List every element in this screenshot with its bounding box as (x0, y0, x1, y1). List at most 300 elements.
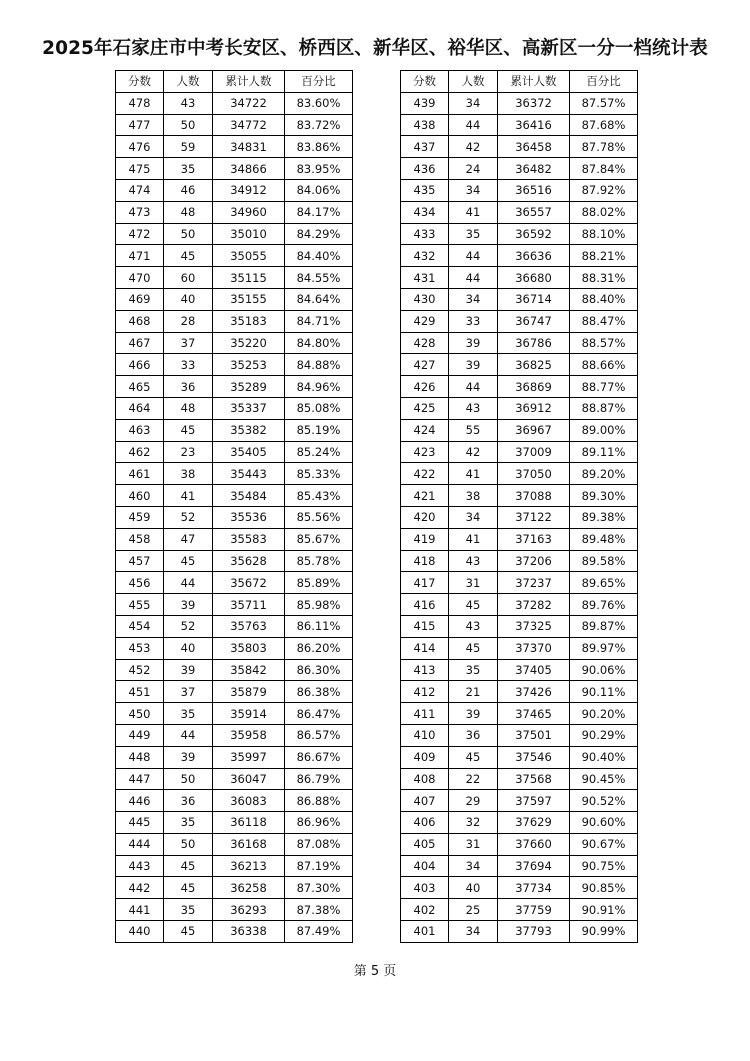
cell-count: 34 (449, 506, 498, 528)
table-row (116, 463, 353, 485)
cell-percentage: 89.97% (570, 637, 638, 659)
cell-count: 43 (164, 92, 213, 114)
cell-score: 446 (116, 790, 164, 812)
table-row (401, 855, 638, 877)
cell-cumulative: 36680 (498, 267, 570, 289)
cell-score: 463 (116, 419, 164, 441)
cell-count: 34 (449, 855, 498, 877)
table-row (116, 724, 353, 746)
cell-count: 45 (164, 921, 213, 943)
cell-count: 24 (449, 158, 498, 180)
cell-cumulative: 37405 (498, 659, 570, 681)
cell-cumulative: 36372 (498, 92, 570, 114)
table-row (116, 528, 353, 550)
table-row (116, 92, 353, 114)
cell-percentage: 90.06% (570, 659, 638, 681)
cell-score: 471 (116, 245, 164, 267)
cell-score: 434 (401, 201, 449, 223)
cell-cumulative: 34722 (213, 92, 285, 114)
cell-cumulative: 36258 (213, 877, 285, 899)
cell-score: 454 (116, 615, 164, 637)
cell-cumulative: 35879 (213, 681, 285, 703)
cell-score: 416 (401, 594, 449, 616)
cell-cumulative: 34831 (213, 136, 285, 158)
cell-percentage: 85.98% (285, 594, 353, 616)
cell-score: 417 (401, 572, 449, 594)
score-table-left (115, 70, 353, 943)
table-row (116, 485, 353, 507)
header-percentage: 百分比 (285, 71, 353, 93)
cell-percentage: 90.67% (570, 833, 638, 855)
cell-count: 45 (164, 877, 213, 899)
table-row (401, 441, 638, 463)
cell-count: 50 (164, 114, 213, 136)
table-row (116, 376, 353, 398)
table-row (116, 659, 353, 681)
cell-percentage: 87.49% (285, 921, 353, 943)
cell-percentage: 88.02% (570, 201, 638, 223)
cell-cumulative: 37122 (498, 506, 570, 528)
cell-score: 415 (401, 615, 449, 637)
table-row (401, 245, 638, 267)
table-row (401, 332, 638, 354)
table-row (401, 812, 638, 834)
cell-score: 423 (401, 441, 449, 463)
table-row (401, 419, 638, 441)
cell-count: 35 (164, 899, 213, 921)
cell-cumulative: 35115 (213, 267, 285, 289)
cell-percentage: 88.66% (570, 354, 638, 376)
cell-cumulative: 37325 (498, 615, 570, 637)
cell-cumulative: 35536 (213, 506, 285, 528)
cell-score: 445 (116, 812, 164, 834)
cell-count: 40 (449, 877, 498, 899)
table-row (116, 790, 353, 812)
cell-percentage: 87.57% (570, 92, 638, 114)
table-row (116, 332, 353, 354)
cell-count: 38 (164, 463, 213, 485)
cell-count: 45 (449, 637, 498, 659)
cell-cumulative: 35914 (213, 703, 285, 725)
table-header-row (401, 71, 638, 93)
cell-percentage: 83.95% (285, 158, 353, 180)
cell-count: 44 (449, 114, 498, 136)
cell-cumulative: 36592 (498, 223, 570, 245)
header-cumulative: 累计人数 (498, 71, 570, 93)
page-title: 2025年石家庄市中考长安区、桥西区、新华区、裕华区、高新区一分一档统计表 (42, 38, 708, 59)
cell-cumulative: 35484 (213, 485, 285, 507)
cell-count: 39 (164, 746, 213, 768)
cell-score: 452 (116, 659, 164, 681)
cell-percentage: 85.19% (285, 419, 353, 441)
cell-cumulative: 36168 (213, 833, 285, 855)
cell-count: 32 (449, 812, 498, 834)
cell-score: 413 (401, 659, 449, 681)
cell-score: 458 (116, 528, 164, 550)
table-body (401, 92, 638, 942)
cell-count: 45 (449, 594, 498, 616)
cell-score: 406 (401, 812, 449, 834)
cell-percentage: 89.30% (570, 485, 638, 507)
table-body (116, 92, 353, 942)
cell-count: 40 (164, 288, 213, 310)
table-row (401, 201, 638, 223)
cell-score: 462 (116, 441, 164, 463)
cell-percentage: 84.88% (285, 354, 353, 376)
cell-percentage: 88.77% (570, 376, 638, 398)
cell-percentage: 88.10% (570, 223, 638, 245)
cell-score: 426 (401, 376, 449, 398)
cell-percentage: 89.38% (570, 506, 638, 528)
cell-percentage: 86.20% (285, 637, 353, 659)
cell-score: 442 (116, 877, 164, 899)
cell-percentage: 87.84% (570, 158, 638, 180)
cell-score: 430 (401, 288, 449, 310)
cell-score: 447 (116, 768, 164, 790)
cell-count: 50 (164, 223, 213, 245)
cell-score: 437 (401, 136, 449, 158)
cell-score: 448 (116, 746, 164, 768)
cell-count: 42 (449, 441, 498, 463)
cell-score: 474 (116, 179, 164, 201)
cell-percentage: 90.20% (570, 703, 638, 725)
cell-percentage: 89.76% (570, 594, 638, 616)
cell-percentage: 86.30% (285, 659, 353, 681)
table-row (401, 485, 638, 507)
cell-count: 59 (164, 136, 213, 158)
cell-score: 478 (116, 92, 164, 114)
table-row (116, 267, 353, 289)
cell-percentage: 84.06% (285, 179, 353, 201)
cell-cumulative: 37009 (498, 441, 570, 463)
table-row (401, 572, 638, 594)
table-row (116, 245, 353, 267)
table-row (401, 288, 638, 310)
table-row (401, 114, 638, 136)
cell-count: 34 (449, 92, 498, 114)
cell-percentage: 90.11% (570, 681, 638, 703)
cell-percentage: 88.87% (570, 397, 638, 419)
cell-cumulative: 35842 (213, 659, 285, 681)
header-cumulative: 累计人数 (213, 71, 285, 93)
cell-cumulative: 36047 (213, 768, 285, 790)
table-row (116, 921, 353, 943)
cell-count: 52 (164, 506, 213, 528)
cell-cumulative: 37426 (498, 681, 570, 703)
cell-cumulative: 35763 (213, 615, 285, 637)
cell-score: 424 (401, 419, 449, 441)
cell-percentage: 88.31% (570, 267, 638, 289)
table-row (401, 790, 638, 812)
cell-percentage: 86.79% (285, 768, 353, 790)
header-percentage: 百分比 (570, 71, 638, 93)
header-count: 人数 (449, 71, 498, 93)
cell-score: 473 (116, 201, 164, 223)
cell-score: 459 (116, 506, 164, 528)
table-row (116, 855, 353, 877)
cell-count: 48 (164, 397, 213, 419)
cell-cumulative: 36482 (498, 158, 570, 180)
cell-count: 37 (164, 332, 213, 354)
cell-score: 422 (401, 463, 449, 485)
table-row (116, 768, 353, 790)
cell-cumulative: 35183 (213, 310, 285, 332)
cell-percentage: 86.88% (285, 790, 353, 812)
cell-cumulative: 35055 (213, 245, 285, 267)
table-row (116, 746, 353, 768)
cell-score: 414 (401, 637, 449, 659)
cell-count: 45 (164, 550, 213, 572)
cell-cumulative: 37694 (498, 855, 570, 877)
cell-cumulative: 36786 (498, 332, 570, 354)
table-row (401, 746, 638, 768)
cell-count: 43 (449, 397, 498, 419)
table-row (116, 419, 353, 441)
cell-cumulative: 37629 (498, 812, 570, 834)
cell-cumulative: 35583 (213, 528, 285, 550)
cell-cumulative: 35253 (213, 354, 285, 376)
cell-count: 35 (164, 703, 213, 725)
cell-count: 36 (449, 724, 498, 746)
cell-percentage: 85.33% (285, 463, 353, 485)
table-row (401, 158, 638, 180)
cell-cumulative: 37206 (498, 550, 570, 572)
cell-cumulative: 35628 (213, 550, 285, 572)
cell-count: 39 (449, 703, 498, 725)
table-row (116, 681, 353, 703)
table-row (116, 397, 353, 419)
cell-cumulative: 36338 (213, 921, 285, 943)
cell-cumulative: 36869 (498, 376, 570, 398)
cell-score: 412 (401, 681, 449, 703)
cell-count: 39 (449, 354, 498, 376)
cell-cumulative: 36118 (213, 812, 285, 834)
table-row (116, 833, 353, 855)
cell-score: 439 (401, 92, 449, 114)
cell-score: 468 (116, 310, 164, 332)
cell-percentage: 86.96% (285, 812, 353, 834)
table-row (116, 310, 353, 332)
cell-score: 455 (116, 594, 164, 616)
table-row (401, 659, 638, 681)
cell-count: 34 (449, 921, 498, 943)
table-row (116, 812, 353, 834)
table-row (401, 615, 638, 637)
table-row (401, 703, 638, 725)
cell-score: 465 (116, 376, 164, 398)
cell-count: 44 (449, 245, 498, 267)
cell-score: 425 (401, 397, 449, 419)
table-row (116, 572, 353, 594)
cell-percentage: 86.11% (285, 615, 353, 637)
cell-cumulative: 37282 (498, 594, 570, 616)
cell-count: 39 (164, 594, 213, 616)
table-row (116, 354, 353, 376)
cell-count: 48 (164, 201, 213, 223)
table-row (401, 550, 638, 572)
cell-percentage: 89.20% (570, 463, 638, 485)
cell-score: 461 (116, 463, 164, 485)
cell-cumulative: 37734 (498, 877, 570, 899)
cell-count: 35 (449, 659, 498, 681)
page-number: 第 5 页 (353, 964, 397, 979)
table-row (116, 594, 353, 616)
cell-score: 438 (401, 114, 449, 136)
cell-cumulative: 36557 (498, 201, 570, 223)
cell-percentage: 90.45% (570, 768, 638, 790)
cell-percentage: 83.72% (285, 114, 353, 136)
cell-score: 467 (116, 332, 164, 354)
cell-count: 52 (164, 615, 213, 637)
cell-cumulative: 34772 (213, 114, 285, 136)
cell-percentage: 86.67% (285, 746, 353, 768)
header-score: 分数 (116, 71, 164, 93)
cell-score: 435 (401, 179, 449, 201)
table-row (116, 899, 353, 921)
cell-percentage: 86.57% (285, 724, 353, 746)
cell-cumulative: 37050 (498, 463, 570, 485)
cell-percentage: 89.87% (570, 615, 638, 637)
cell-cumulative: 36293 (213, 899, 285, 921)
cell-score: 419 (401, 528, 449, 550)
cell-percentage: 90.52% (570, 790, 638, 812)
cell-score: 429 (401, 310, 449, 332)
cell-count: 46 (164, 179, 213, 201)
cell-percentage: 87.92% (570, 179, 638, 201)
cell-score: 466 (116, 354, 164, 376)
cell-score: 476 (116, 136, 164, 158)
cell-percentage: 87.30% (285, 877, 353, 899)
cell-cumulative: 35289 (213, 376, 285, 398)
cell-count: 44 (164, 572, 213, 594)
cell-score: 428 (401, 332, 449, 354)
table-row (116, 506, 353, 528)
cell-score: 453 (116, 637, 164, 659)
cell-percentage: 84.29% (285, 223, 353, 245)
cell-count: 29 (449, 790, 498, 812)
table-row (116, 223, 353, 245)
cell-count: 41 (449, 201, 498, 223)
cell-count: 41 (164, 485, 213, 507)
cell-score: 401 (401, 921, 449, 943)
cell-score: 409 (401, 746, 449, 768)
cell-cumulative: 34912 (213, 179, 285, 201)
cell-percentage: 89.48% (570, 528, 638, 550)
cell-score: 475 (116, 158, 164, 180)
cell-score: 431 (401, 267, 449, 289)
table-row (116, 288, 353, 310)
table-row (116, 201, 353, 223)
cell-percentage: 85.43% (285, 485, 353, 507)
cell-score: 470 (116, 267, 164, 289)
cell-count: 28 (164, 310, 213, 332)
cell-percentage: 88.21% (570, 245, 638, 267)
cell-percentage: 86.38% (285, 681, 353, 703)
cell-score: 427 (401, 354, 449, 376)
cell-percentage: 90.99% (570, 921, 638, 943)
table-row (116, 136, 353, 158)
cell-score: 464 (116, 397, 164, 419)
table-row (116, 703, 353, 725)
cell-percentage: 84.40% (285, 245, 353, 267)
cell-cumulative: 36083 (213, 790, 285, 812)
cell-score: 432 (401, 245, 449, 267)
cell-count: 35 (164, 158, 213, 180)
cell-percentage: 88.57% (570, 332, 638, 354)
cell-cumulative: 35010 (213, 223, 285, 245)
cell-score: 441 (116, 899, 164, 921)
cell-count: 38 (449, 485, 498, 507)
cell-cumulative: 36912 (498, 397, 570, 419)
cell-count: 23 (164, 441, 213, 463)
cell-percentage: 87.38% (285, 899, 353, 921)
table-header-row (116, 71, 353, 93)
table-row (401, 223, 638, 245)
cell-percentage: 88.47% (570, 310, 638, 332)
table-row (401, 463, 638, 485)
cell-score: 460 (116, 485, 164, 507)
header-score: 分数 (401, 71, 449, 93)
cell-cumulative: 37597 (498, 790, 570, 812)
cell-count: 41 (449, 463, 498, 485)
header-count: 人数 (164, 71, 213, 93)
cell-count: 50 (164, 833, 213, 855)
cell-score: 449 (116, 724, 164, 746)
cell-score: 408 (401, 768, 449, 790)
cell-count: 43 (449, 615, 498, 637)
cell-count: 22 (449, 768, 498, 790)
cell-count: 43 (449, 550, 498, 572)
cell-percentage: 85.89% (285, 572, 353, 594)
cell-cumulative: 35997 (213, 746, 285, 768)
cell-count: 37 (164, 681, 213, 703)
cell-cumulative: 37501 (498, 724, 570, 746)
cell-score: 404 (401, 855, 449, 877)
table-row (401, 136, 638, 158)
cell-count: 39 (449, 332, 498, 354)
cell-count: 36 (164, 790, 213, 812)
cell-percentage: 86.47% (285, 703, 353, 725)
cell-percentage: 90.85% (570, 877, 638, 899)
cell-count: 34 (449, 179, 498, 201)
cell-cumulative: 35443 (213, 463, 285, 485)
cell-score: 407 (401, 790, 449, 812)
table-row (401, 724, 638, 746)
cell-cumulative: 37465 (498, 703, 570, 725)
cell-score: 433 (401, 223, 449, 245)
cell-percentage: 89.00% (570, 419, 638, 441)
cell-cumulative: 37370 (498, 637, 570, 659)
cell-cumulative: 35672 (213, 572, 285, 594)
cell-count: 39 (164, 659, 213, 681)
cell-count: 60 (164, 267, 213, 289)
table-row (401, 594, 638, 616)
cell-percentage: 89.11% (570, 441, 638, 463)
cell-cumulative: 37759 (498, 899, 570, 921)
cell-percentage: 89.58% (570, 550, 638, 572)
cell-score: 477 (116, 114, 164, 136)
cell-score: 456 (116, 572, 164, 594)
table-row (401, 179, 638, 201)
cell-count: 45 (449, 746, 498, 768)
cell-count: 35 (449, 223, 498, 245)
cell-count: 44 (164, 724, 213, 746)
cell-percentage: 84.64% (285, 288, 353, 310)
cell-cumulative: 36416 (498, 114, 570, 136)
cell-percentage: 84.55% (285, 267, 353, 289)
cell-score: 443 (116, 855, 164, 877)
cell-count: 25 (449, 899, 498, 921)
